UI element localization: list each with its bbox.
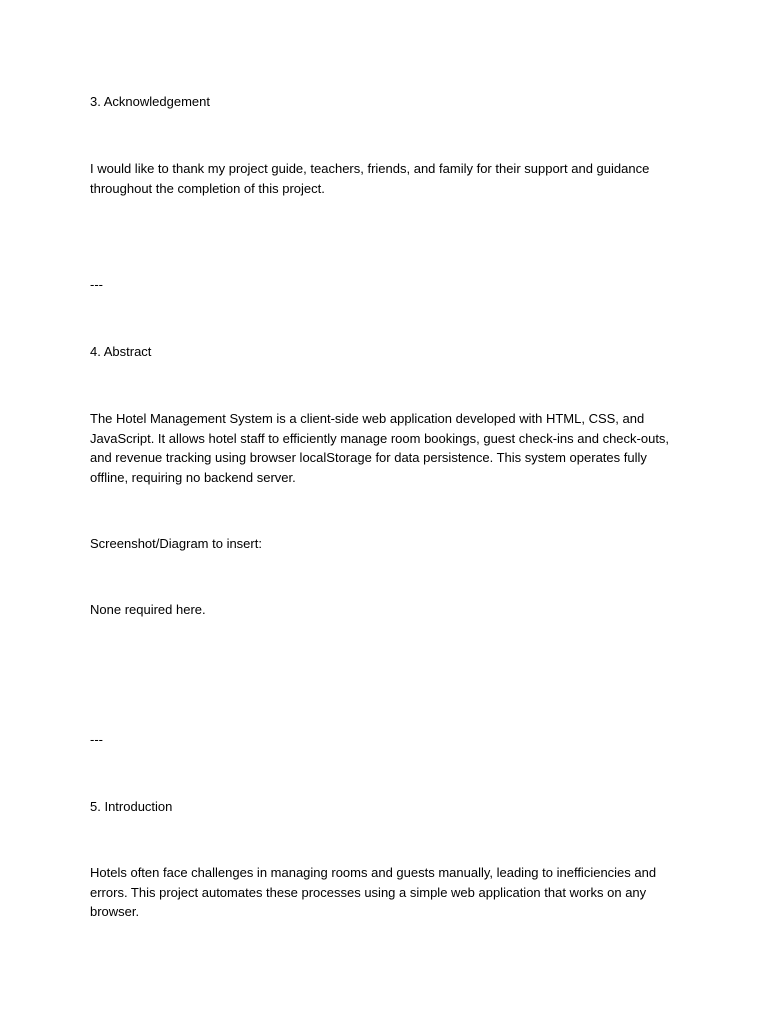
acknowledgement-body: I would like to thank my project guide, teachers, friends, and family for their support and guidance throughout the completion of this project. bbox=[90, 161, 650, 196]
screenshot-insert-label: Screenshot/Diagram to insert: bbox=[90, 536, 262, 551]
introduction-body: Hotels often face challenges in managing rooms and guests manually, leading to inefficiencies and errors. This project automates these processes using a simple web application that works on any browser. bbox=[90, 865, 657, 920]
section-divider: --- bbox=[90, 732, 103, 747]
acknowledgement-heading: 3. Acknowledgement bbox=[90, 94, 210, 109]
abstract-heading: 4. Abstract bbox=[90, 344, 152, 359]
abstract-body: The Hotel Management System is a client-side web application developed with HTML, CSS, and JavaScript. It allows hotel staff to efficiently manage room bookings, guest check-ins and check-outs, and revenue tracking using browser localStorage for data persistence. This system operates fully offline, requiring no backend server. bbox=[90, 411, 670, 485]
screenshot-insert-value: None required here. bbox=[90, 602, 206, 617]
introduction-heading: 5. Introduction bbox=[90, 799, 173, 814]
section-divider: --- bbox=[90, 277, 103, 292]
